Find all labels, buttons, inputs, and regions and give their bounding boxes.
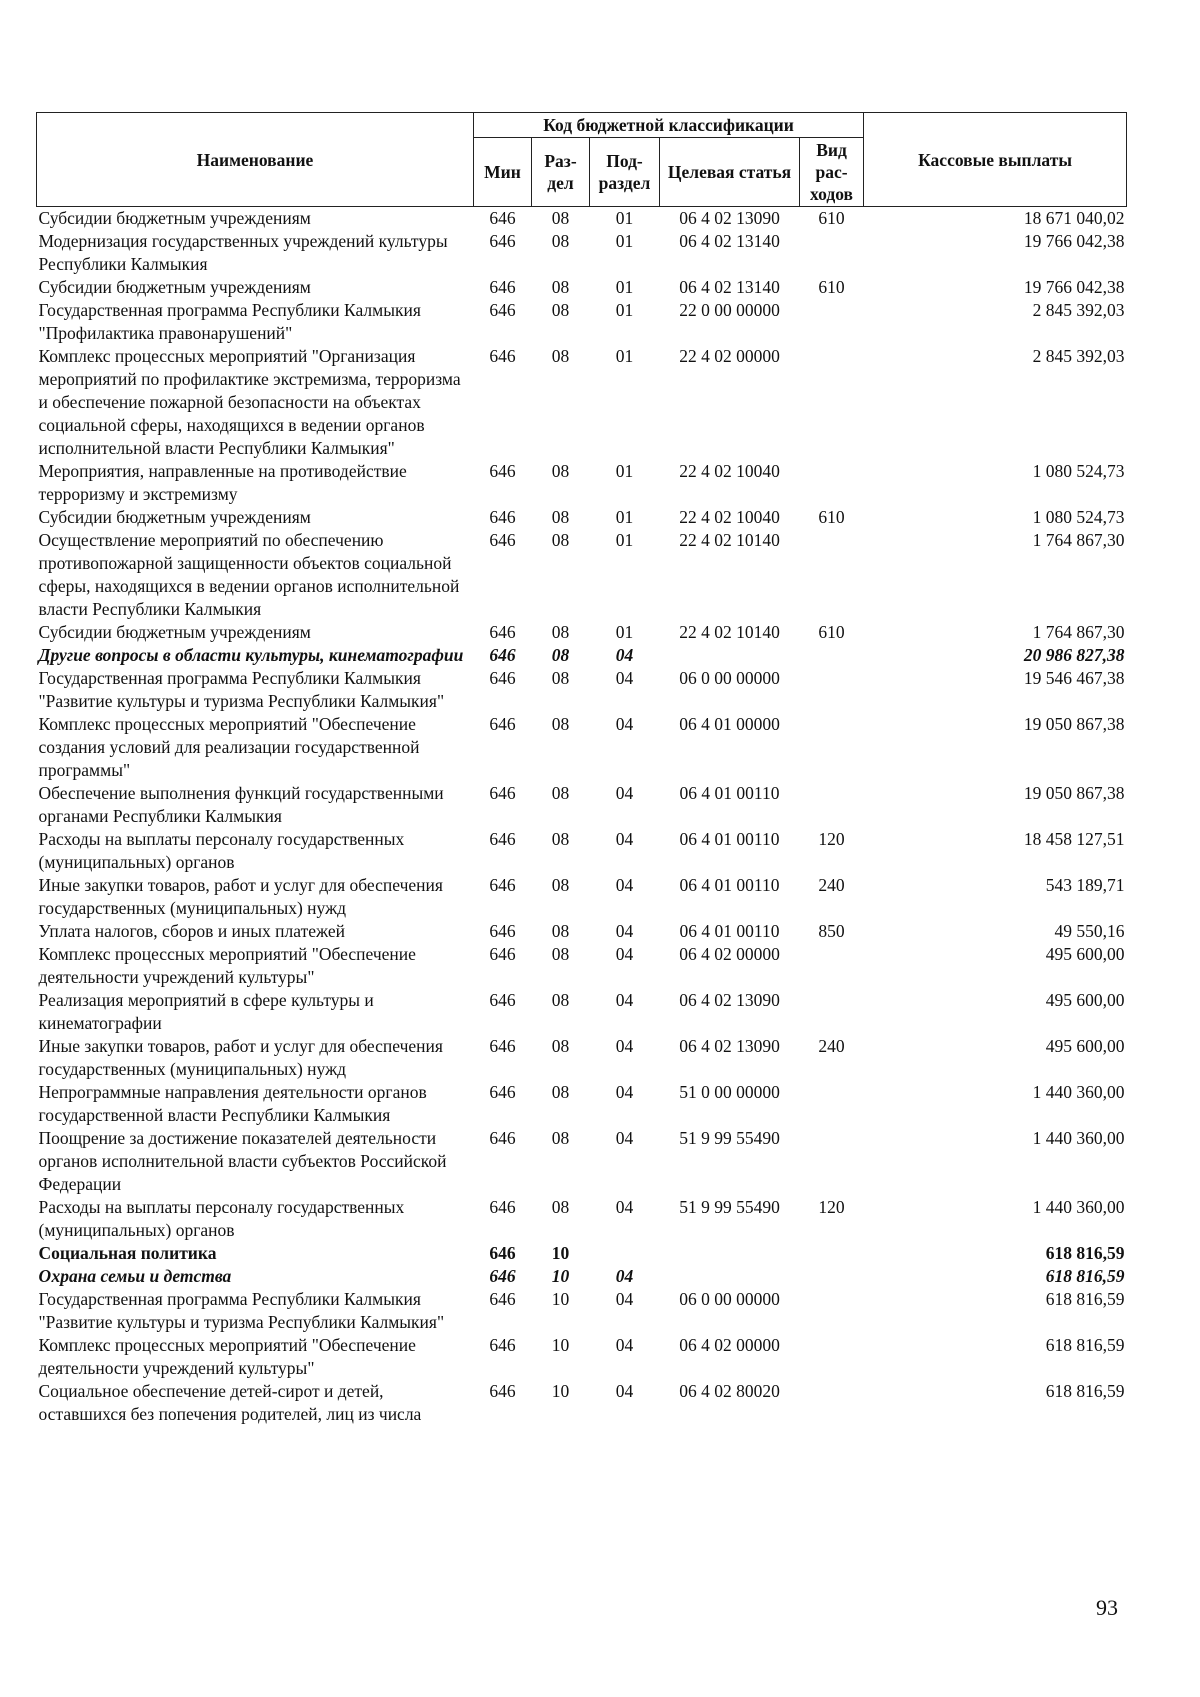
row-vid <box>800 299 864 345</box>
row-name: Расходы на выплаты персоналу государственных (муниципальных) органов <box>38 1197 405 1240</box>
row-celevaya: 06 4 01 00110 <box>679 829 780 849</box>
header-name: Наименование <box>37 113 474 207</box>
row-podrazdel: 04 <box>615 1082 634 1102</box>
table-row <box>37 1196 1127 1242</box>
row-vid <box>800 644 864 667</box>
row-amount: 618 816,59 <box>1045 1289 1125 1309</box>
row-min: 646 <box>489 1036 516 1056</box>
header-vid: Вид рас-ходов <box>800 138 864 207</box>
row-min: 646 <box>489 530 516 550</box>
row-vid <box>800 943 864 989</box>
row-celevaya: 22 4 02 10140 <box>679 530 780 550</box>
row-min: 646 <box>489 461 516 481</box>
row-min: 646 <box>489 1289 516 1309</box>
row-celevaya: 06 4 02 13090 <box>679 1036 780 1056</box>
row-podrazdel: 04 <box>615 829 634 849</box>
row-celevaya <box>660 1242 800 1265</box>
row-amount: 495 600,00 <box>1045 944 1125 964</box>
budget-table <box>36 112 1127 1426</box>
row-amount: 19 766 042,38 <box>1023 231 1125 251</box>
table-row <box>37 276 1127 299</box>
row-name: Непрограммные направления деятельности органов государственной власти Республики Калмыкия <box>38 1082 427 1125</box>
row-podrazdel: 04 <box>615 1197 634 1217</box>
row-podrazdel: 01 <box>615 507 634 527</box>
row-amount: 1 764 867,30 <box>1032 530 1125 550</box>
row-amount: 1 440 360,00 <box>1032 1128 1125 1148</box>
row-min: 646 <box>489 1082 516 1102</box>
row-razdel: 08 <box>551 645 570 665</box>
row-vid <box>800 1127 864 1196</box>
row-vid <box>800 345 864 460</box>
table-header <box>37 113 1127 207</box>
table-row <box>37 1035 1127 1081</box>
row-vid: 610 <box>818 507 845 527</box>
row-podrazdel: 01 <box>615 530 634 550</box>
row-celevaya: 22 4 02 10040 <box>679 507 780 527</box>
row-razdel: 08 <box>551 829 570 849</box>
table-row <box>37 345 1127 460</box>
row-razdel: 08 <box>551 231 570 251</box>
row-name: Субсидии бюджетным учреждениям <box>38 277 311 297</box>
row-celevaya: 06 4 01 00110 <box>679 921 780 941</box>
row-name: Субсидии бюджетным учреждениям <box>38 622 311 642</box>
row-razdel: 08 <box>551 944 570 964</box>
table-row <box>37 529 1127 621</box>
row-podrazdel: 01 <box>615 346 634 366</box>
row-min: 646 <box>489 300 516 320</box>
row-amount: 2 845 392,03 <box>1032 346 1125 366</box>
row-min: 646 <box>489 1335 516 1355</box>
row-celevaya: 06 4 02 13090 <box>679 990 780 1010</box>
row-min: 646 <box>489 829 516 849</box>
row-name: Государственная программа Республики Калмыкия "Развитие культуры и туризма Республики Калмыкия" <box>38 1289 445 1332</box>
row-vid <box>800 989 864 1035</box>
row-podrazdel <box>590 1242 660 1265</box>
row-min: 646 <box>489 944 516 964</box>
row-vid: 240 <box>818 875 845 895</box>
row-min: 646 <box>489 990 516 1010</box>
row-celevaya <box>660 644 800 667</box>
row-celevaya: 06 4 01 00110 <box>679 875 780 895</box>
row-vid <box>800 529 864 621</box>
row-name: Иные закупки товаров, работ и услуг для обеспечения государственных (муниципальных) нужд <box>38 875 443 918</box>
row-amount: 1 440 360,00 <box>1032 1197 1125 1217</box>
row-celevaya: 06 0 00 00000 <box>679 668 780 688</box>
row-podrazdel: 01 <box>615 231 634 251</box>
row-razdel: 08 <box>551 783 570 803</box>
row-razdel: 08 <box>551 346 570 366</box>
row-razdel: 08 <box>551 277 570 297</box>
row-vid <box>800 1265 864 1288</box>
row-celevaya: 22 4 02 00000 <box>679 346 780 366</box>
row-min: 646 <box>489 668 516 688</box>
row-celevaya: 06 4 02 13140 <box>679 231 780 251</box>
row-vid <box>800 782 864 828</box>
table-row <box>37 1127 1127 1196</box>
row-vid <box>800 667 864 713</box>
row-amount: 19 050 867,38 <box>1023 714 1125 734</box>
row-celevaya: 06 4 01 00000 <box>679 714 780 734</box>
row-razdel: 10 <box>551 1266 570 1286</box>
table-row <box>37 874 1127 920</box>
row-name: Государственная программа Республики Калмыкия "Профилактика правонарушений" <box>38 300 421 343</box>
row-amount: 49 550,16 <box>1054 921 1125 941</box>
row-razdel: 10 <box>551 1381 570 1401</box>
table-row <box>37 299 1127 345</box>
row-min: 646 <box>489 1197 516 1217</box>
row-celevaya: 51 0 00 00000 <box>679 1082 780 1102</box>
table-row <box>37 1081 1127 1127</box>
row-name: Иные закупки товаров, работ и услуг для обеспечения государственных (муниципальных) нужд <box>38 1036 443 1079</box>
row-podrazdel: 04 <box>615 944 634 964</box>
row-amount: 618 816,59 <box>1045 1243 1125 1263</box>
table-row <box>37 1242 1127 1265</box>
row-name: Комплекс процессных мероприятий "Обеспечение деятельности учреждений культуры" <box>38 944 416 987</box>
row-razdel: 08 <box>551 714 570 734</box>
table-row <box>37 506 1127 529</box>
row-celevaya: 06 4 02 13140 <box>679 277 780 297</box>
row-podrazdel: 04 <box>615 1381 634 1401</box>
row-min: 646 <box>489 208 516 228</box>
row-name: Комплекс процессных мероприятий "Обеспечение деятельности учреждений культуры" <box>38 1335 416 1378</box>
row-amount: 495 600,00 <box>1045 1036 1125 1056</box>
row-name: Социальное обеспечение детей-сирот и детей, оставшихся без попечения родителей, лиц из числа <box>38 1381 422 1424</box>
row-amount: 19 050 867,38 <box>1023 783 1125 803</box>
row-podrazdel: 04 <box>615 1335 634 1355</box>
row-podrazdel: 04 <box>615 990 634 1010</box>
row-razdel: 08 <box>551 461 570 481</box>
row-podrazdel: 04 <box>615 783 634 803</box>
table-row <box>37 1265 1127 1288</box>
table-row <box>37 207 1127 231</box>
row-min: 646 <box>489 875 516 895</box>
row-razdel: 10 <box>551 1335 570 1355</box>
row-amount: 20 986 827,38 <box>1023 645 1125 665</box>
row-podrazdel: 04 <box>615 921 634 941</box>
row-name: Субсидии бюджетным учреждениям <box>38 507 311 527</box>
table-row <box>37 782 1127 828</box>
row-amount: 495 600,00 <box>1045 990 1125 1010</box>
row-razdel: 08 <box>551 668 570 688</box>
row-amount: 618 816,59 <box>1045 1381 1125 1401</box>
table-row <box>37 1288 1127 1334</box>
row-vid <box>800 1081 864 1127</box>
row-name: Модернизация государственных учреждений культуры Республики Калмыкия <box>38 231 448 274</box>
row-podrazdel: 01 <box>615 461 634 481</box>
row-name: Другие вопросы в области культуры, кинематографии <box>38 645 464 665</box>
row-podrazdel: 01 <box>615 622 634 642</box>
row-podrazdel: 04 <box>615 1036 634 1056</box>
table-row <box>37 1380 1127 1426</box>
row-amount: 2 845 392,03 <box>1032 300 1125 320</box>
row-amount: 618 816,59 <box>1045 1266 1125 1286</box>
row-amount: 543 189,71 <box>1045 875 1125 895</box>
row-min: 646 <box>489 714 516 734</box>
row-name: Субсидии бюджетным учреждениям <box>38 208 311 228</box>
row-razdel: 08 <box>551 921 570 941</box>
row-vid: 120 <box>818 829 845 849</box>
row-min: 646 <box>489 921 516 941</box>
row-celevaya: 06 4 02 80020 <box>679 1381 780 1401</box>
header-podrazdel: Под-раздел <box>590 138 660 207</box>
row-name: Осуществление мероприятий по обеспечению противопожарной защищенности объектов социальной сферы, находящихся в ведении органов исполнительной власти Республики Калмыкия <box>38 530 460 619</box>
row-podrazdel: 04 <box>615 645 634 665</box>
row-podrazdel: 04 <box>615 1128 634 1148</box>
table-row <box>37 920 1127 943</box>
row-vid <box>800 460 864 506</box>
row-amount: 1 440 360,00 <box>1032 1082 1125 1102</box>
header-code-group: Код бюджетной классификации <box>474 113 864 138</box>
row-name: Комплекс процессных мероприятий "Обеспечение создания условий для реализации государственной программы" <box>38 714 420 780</box>
table-row <box>37 460 1127 506</box>
header-razdel: Раз-дел <box>532 138 590 207</box>
row-min: 646 <box>489 277 516 297</box>
row-celevaya: 06 0 00 00000 <box>679 1289 780 1309</box>
row-vid <box>800 1242 864 1265</box>
row-name: Комплекс процессных мероприятий "Организация мероприятий по профилактике экстремизма, терроризма и обеспечение пожарной безопасности на объектах социальной сферы, находящихся в ведении органов исполнительной власти Республики Калмыкия" <box>38 346 461 458</box>
row-min: 646 <box>489 346 516 366</box>
row-amount: 1 080 524,73 <box>1032 461 1125 481</box>
table-row <box>37 621 1127 644</box>
row-podrazdel: 04 <box>615 714 634 734</box>
row-razdel: 10 <box>551 1243 570 1263</box>
row-min: 646 <box>489 231 516 251</box>
row-vid: 610 <box>818 277 845 297</box>
row-min: 646 <box>489 622 516 642</box>
row-vid <box>800 1288 864 1334</box>
table-row <box>37 644 1127 667</box>
page-number: 93 <box>1096 1595 1118 1620</box>
row-celevaya: 06 4 02 00000 <box>679 1335 780 1355</box>
row-celevaya: 06 4 02 00000 <box>679 944 780 964</box>
row-vid <box>800 230 864 276</box>
row-vid <box>800 713 864 782</box>
row-razdel: 10 <box>551 1289 570 1309</box>
row-celevaya: 06 4 01 00110 <box>679 783 780 803</box>
header-min: Мин <box>474 138 532 207</box>
row-min: 646 <box>489 783 516 803</box>
row-razdel: 08 <box>551 208 570 228</box>
row-min: 646 <box>489 1243 516 1263</box>
header-payments: Кассовые выплаты <box>864 113 1127 207</box>
row-celevaya: 22 4 02 10140 <box>679 622 780 642</box>
row-podrazdel: 04 <box>615 668 634 688</box>
row-razdel: 08 <box>551 300 570 320</box>
row-podrazdel: 01 <box>615 208 634 228</box>
row-min: 646 <box>489 1381 516 1401</box>
row-podrazdel: 01 <box>615 277 634 297</box>
header-celevaya: Целевая статья <box>660 138 800 207</box>
table-row <box>37 230 1127 276</box>
row-vid <box>800 1334 864 1380</box>
row-vid: 610 <box>818 622 845 642</box>
row-celevaya: 22 0 00 00000 <box>679 300 780 320</box>
row-celevaya: 51 9 99 55490 <box>679 1128 780 1148</box>
row-amount: 18 458 127,51 <box>1023 829 1125 849</box>
row-razdel: 08 <box>551 1128 570 1148</box>
row-amount: 1 764 867,30 <box>1032 622 1125 642</box>
row-razdel: 08 <box>551 530 570 550</box>
row-name: Расходы на выплаты персоналу государственных (муниципальных) органов <box>38 829 405 872</box>
row-celevaya: 06 4 02 13090 <box>679 208 780 228</box>
row-min: 646 <box>489 645 516 665</box>
row-celevaya <box>660 1265 800 1288</box>
row-razdel: 08 <box>551 622 570 642</box>
row-amount: 19 546 467,38 <box>1023 668 1125 688</box>
row-razdel: 08 <box>551 875 570 895</box>
row-amount: 618 816,59 <box>1045 1335 1125 1355</box>
row-podrazdel: 04 <box>615 1266 634 1286</box>
table-row <box>37 667 1127 713</box>
row-name: Обеспечение выполнения функций государственными органами Республики Калмыкия <box>38 783 444 826</box>
row-name: Реализация мероприятий в сфере культуры и кинематографии <box>38 990 374 1033</box>
table-body <box>37 207 1127 1427</box>
row-vid: 610 <box>818 208 845 228</box>
row-vid: 850 <box>818 921 845 941</box>
row-razdel: 08 <box>551 1082 570 1102</box>
row-min: 646 <box>489 1128 516 1148</box>
row-razdel: 08 <box>551 990 570 1010</box>
row-name: Охрана семьи и детства <box>38 1266 232 1286</box>
row-name: Поощрение за достижение показателей деятельности органов исполнительной власти субъектов Российской Федерации <box>38 1128 447 1194</box>
row-name: Мероприятия, направленные на противодействие терроризму и экстремизму <box>38 461 407 504</box>
table-row <box>37 943 1127 989</box>
row-amount: 19 766 042,38 <box>1023 277 1125 297</box>
row-razdel: 08 <box>551 1197 570 1217</box>
row-amount: 1 080 524,73 <box>1032 507 1125 527</box>
row-razdel: 08 <box>551 1036 570 1056</box>
row-vid <box>800 1380 864 1426</box>
row-podrazdel: 04 <box>615 1289 634 1309</box>
row-name: Уплата налогов, сборов и иных платежей <box>38 921 345 941</box>
table-row <box>37 1334 1127 1380</box>
row-vid: 120 <box>818 1197 845 1217</box>
row-razdel: 08 <box>551 507 570 527</box>
row-name: Государственная программа Республики Калмыкия "Развитие культуры и туризма Республики Калмыкия" <box>38 668 445 711</box>
table-row <box>37 828 1127 874</box>
row-vid: 240 <box>818 1036 845 1056</box>
row-podrazdel: 04 <box>615 875 634 895</box>
row-celevaya: 22 4 02 10040 <box>679 461 780 481</box>
row-celevaya: 51 9 99 55490 <box>679 1197 780 1217</box>
row-min: 646 <box>489 507 516 527</box>
table-row <box>37 989 1127 1035</box>
row-name: Социальная политика <box>38 1243 217 1263</box>
row-min: 646 <box>489 1266 516 1286</box>
table-row <box>37 713 1127 782</box>
row-podrazdel: 01 <box>615 300 634 320</box>
row-amount: 18 671 040,02 <box>1023 208 1125 228</box>
